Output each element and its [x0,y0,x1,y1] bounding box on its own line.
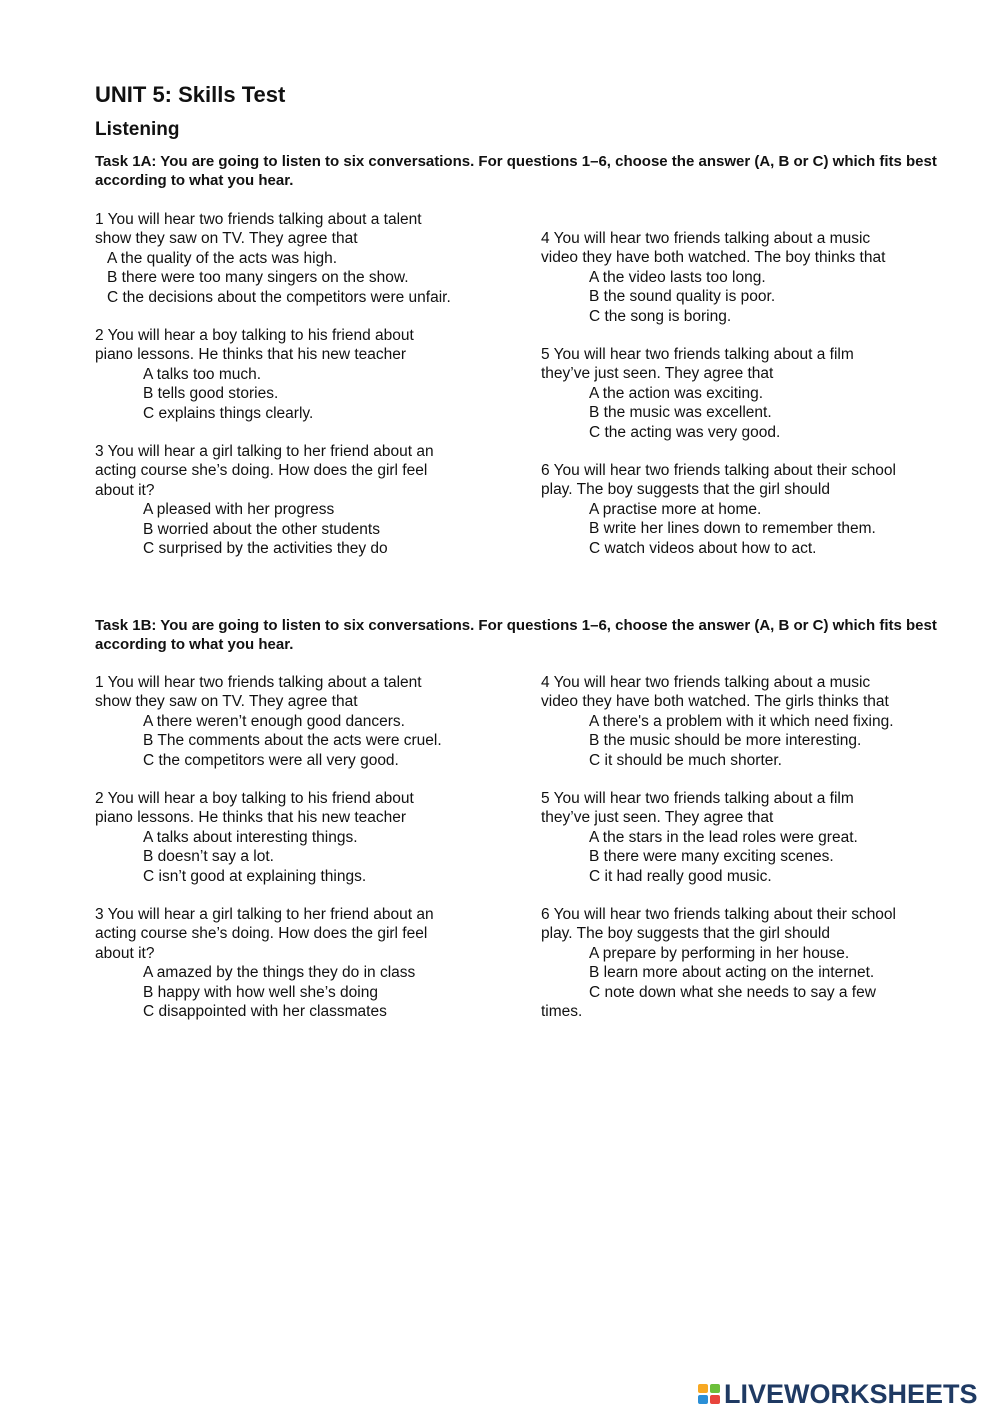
question-stem: 6 You will hear two friends talking about their school [541,462,896,479]
question-stem: piano lessons. He thinks that his new teacher [95,809,407,827]
answer-option-c-continued: times. [541,1003,583,1021]
answer-option-a: A the action was exciting. [589,384,764,402]
question-stem: 5 You will hear two friends talking about a film [541,790,854,807]
task-1a-question-6 [541,461,941,558]
question-stem: play. The boy suggests that the girl should [541,925,830,943]
task-1b-question-1 [95,673,495,770]
answer-option-c: C the decisions about the competitors were unfair. [107,288,451,306]
answer-option-c: C the song is boring. [589,307,732,325]
question-stem: 5 You will hear two friends talking about a film [541,346,854,363]
question-stem: show they saw on TV. They agree that [95,693,358,711]
answer-option-b: B write her lines down to remember them. [589,520,876,538]
question-stem: acting course she’s doing. How does the girl feel [95,462,428,480]
question-stem: play. The boy suggests that the girl should [541,481,830,499]
task-1b-question-2 [95,789,495,886]
answer-option-a: A practise more at home. [589,500,762,518]
answer-option-b: B The comments about the acts were cruel. [143,732,442,750]
task-1b-question-3 [95,905,495,1021]
question-stem: show they saw on TV. They agree that [95,230,358,248]
question-stem: 2 You will hear a boy talking to his friend about [95,790,414,807]
answer-option-b: B the sound quality is poor. [589,288,776,306]
answer-option-c: C it had really good music. [589,867,772,885]
logo-tile [710,1395,720,1404]
logo-tiles-icon [698,1384,720,1404]
logo-tile [698,1395,708,1404]
task-1b-question-4 [541,673,941,770]
answer-option-a: A prepare by performing in her house. [589,944,850,962]
answer-option-c: C the acting was very good. [589,423,781,441]
question-stem: video they have both watched. The boy thinks that [541,249,886,267]
question-stem: acting course she’s doing. How does the girl feel [95,925,428,943]
question-stem: 6 You will hear two friends talking about their school [541,906,896,923]
task-1a-heading: Task 1A: You are going to listen to six conversations. For questions 1–6, choose the answer (A, B or C) which fits best according to what you hear. [95,153,937,189]
answer-option-a: A the stars in the lead roles were great. [589,828,858,846]
page-title: UNIT 5: Skills Test [95,82,286,107]
answer-option-b: B there were many exciting scenes. [589,848,834,866]
question-stem: 1 You will hear two friends talking about a talent [95,211,422,228]
answer-option-a: A the quality of the acts was high. [107,249,338,267]
answer-option-a: A there weren’t enough good dancers. [143,712,405,730]
task-1b-question-6 [541,905,941,1021]
question-stem: 4 You will hear two friends talking about a music [541,674,871,691]
task-1a-question-3 [95,442,495,558]
answer-option-a: A there's a problem with it which need fixing. [589,712,894,730]
task-1a-question-5 [541,345,941,442]
question-stem: about it? [95,944,155,962]
question-stem: 3 You will hear a girl talking to her friend about an [95,906,434,923]
task-1a-question-1 [95,210,495,307]
answer-option-b: B the music was excellent. [589,404,772,422]
logo-tile [710,1384,720,1393]
answer-option-c: C explains things clearly. [143,404,314,422]
question-stem: about it? [95,481,155,499]
liveworksheets-logo [698,1379,978,1409]
task-1a-question-2 [95,326,495,423]
logo-text: LIVEWORKSHEETS [724,1378,978,1409]
answer-option-b: B tells good stories. [143,385,279,403]
question-stem: 4 You will hear two friends talking about a music [541,230,871,247]
answer-option-c: C note down what she needs to say a few [589,983,876,1001]
answer-option-b: B happy with how well she’s doing [143,983,378,1001]
question-stem: 2 You will hear a boy talking to his friend about [95,327,414,344]
task-1b-question-5 [541,789,941,886]
answer-option-b: B doesn’t say a lot. [143,848,274,866]
answer-option-c: C watch videos about how to act. [589,539,817,557]
answer-option-b: B worried about the other students [143,520,380,538]
answer-option-a: A pleased with her progress [143,501,335,519]
question-stem: piano lessons. He thinks that his new teacher [95,346,407,364]
question-stem: they’ve just seen. They agree that [541,365,774,383]
logo-tile [698,1384,708,1393]
question-stem: 3 You will hear a girl talking to her friend about an [95,443,434,460]
answer-option-a: A talks too much. [143,365,262,383]
answer-option-c: C disappointed with her classmates [143,1003,387,1021]
answer-option-c: C it should be much shorter. [589,751,782,769]
question-stem: video they have both watched. The girls thinks that [541,693,889,711]
question-stem: they’ve just seen. They agree that [541,809,774,827]
answer-option-a: A the video lasts too long. [589,268,766,286]
answer-option-c: C isn’t good at explaining things. [143,867,367,885]
answer-option-a: A amazed by the things they do in class [143,964,416,982]
question-stem: 1 You will hear two friends talking about a talent [95,674,422,691]
task-1a-question-4 [541,229,941,326]
answer-option-b: B learn more about acting on the internet. [589,964,875,982]
answer-option-c: C surprised by the activities they do [143,540,388,558]
answer-option-a: A talks about interesting things. [143,828,358,846]
section-title: Listening [95,119,180,140]
task-1b-heading: Task 1B: You are going to listen to six conversations. For questions 1–6, choose the answer (A, B or C) which fits best according to what you hear. [95,617,937,653]
answer-option-b: B the music should be more interesting. [589,732,862,750]
answer-option-c: C the competitors were all very good. [143,751,399,769]
answer-option-b: B there were too many singers on the show. [107,269,409,287]
